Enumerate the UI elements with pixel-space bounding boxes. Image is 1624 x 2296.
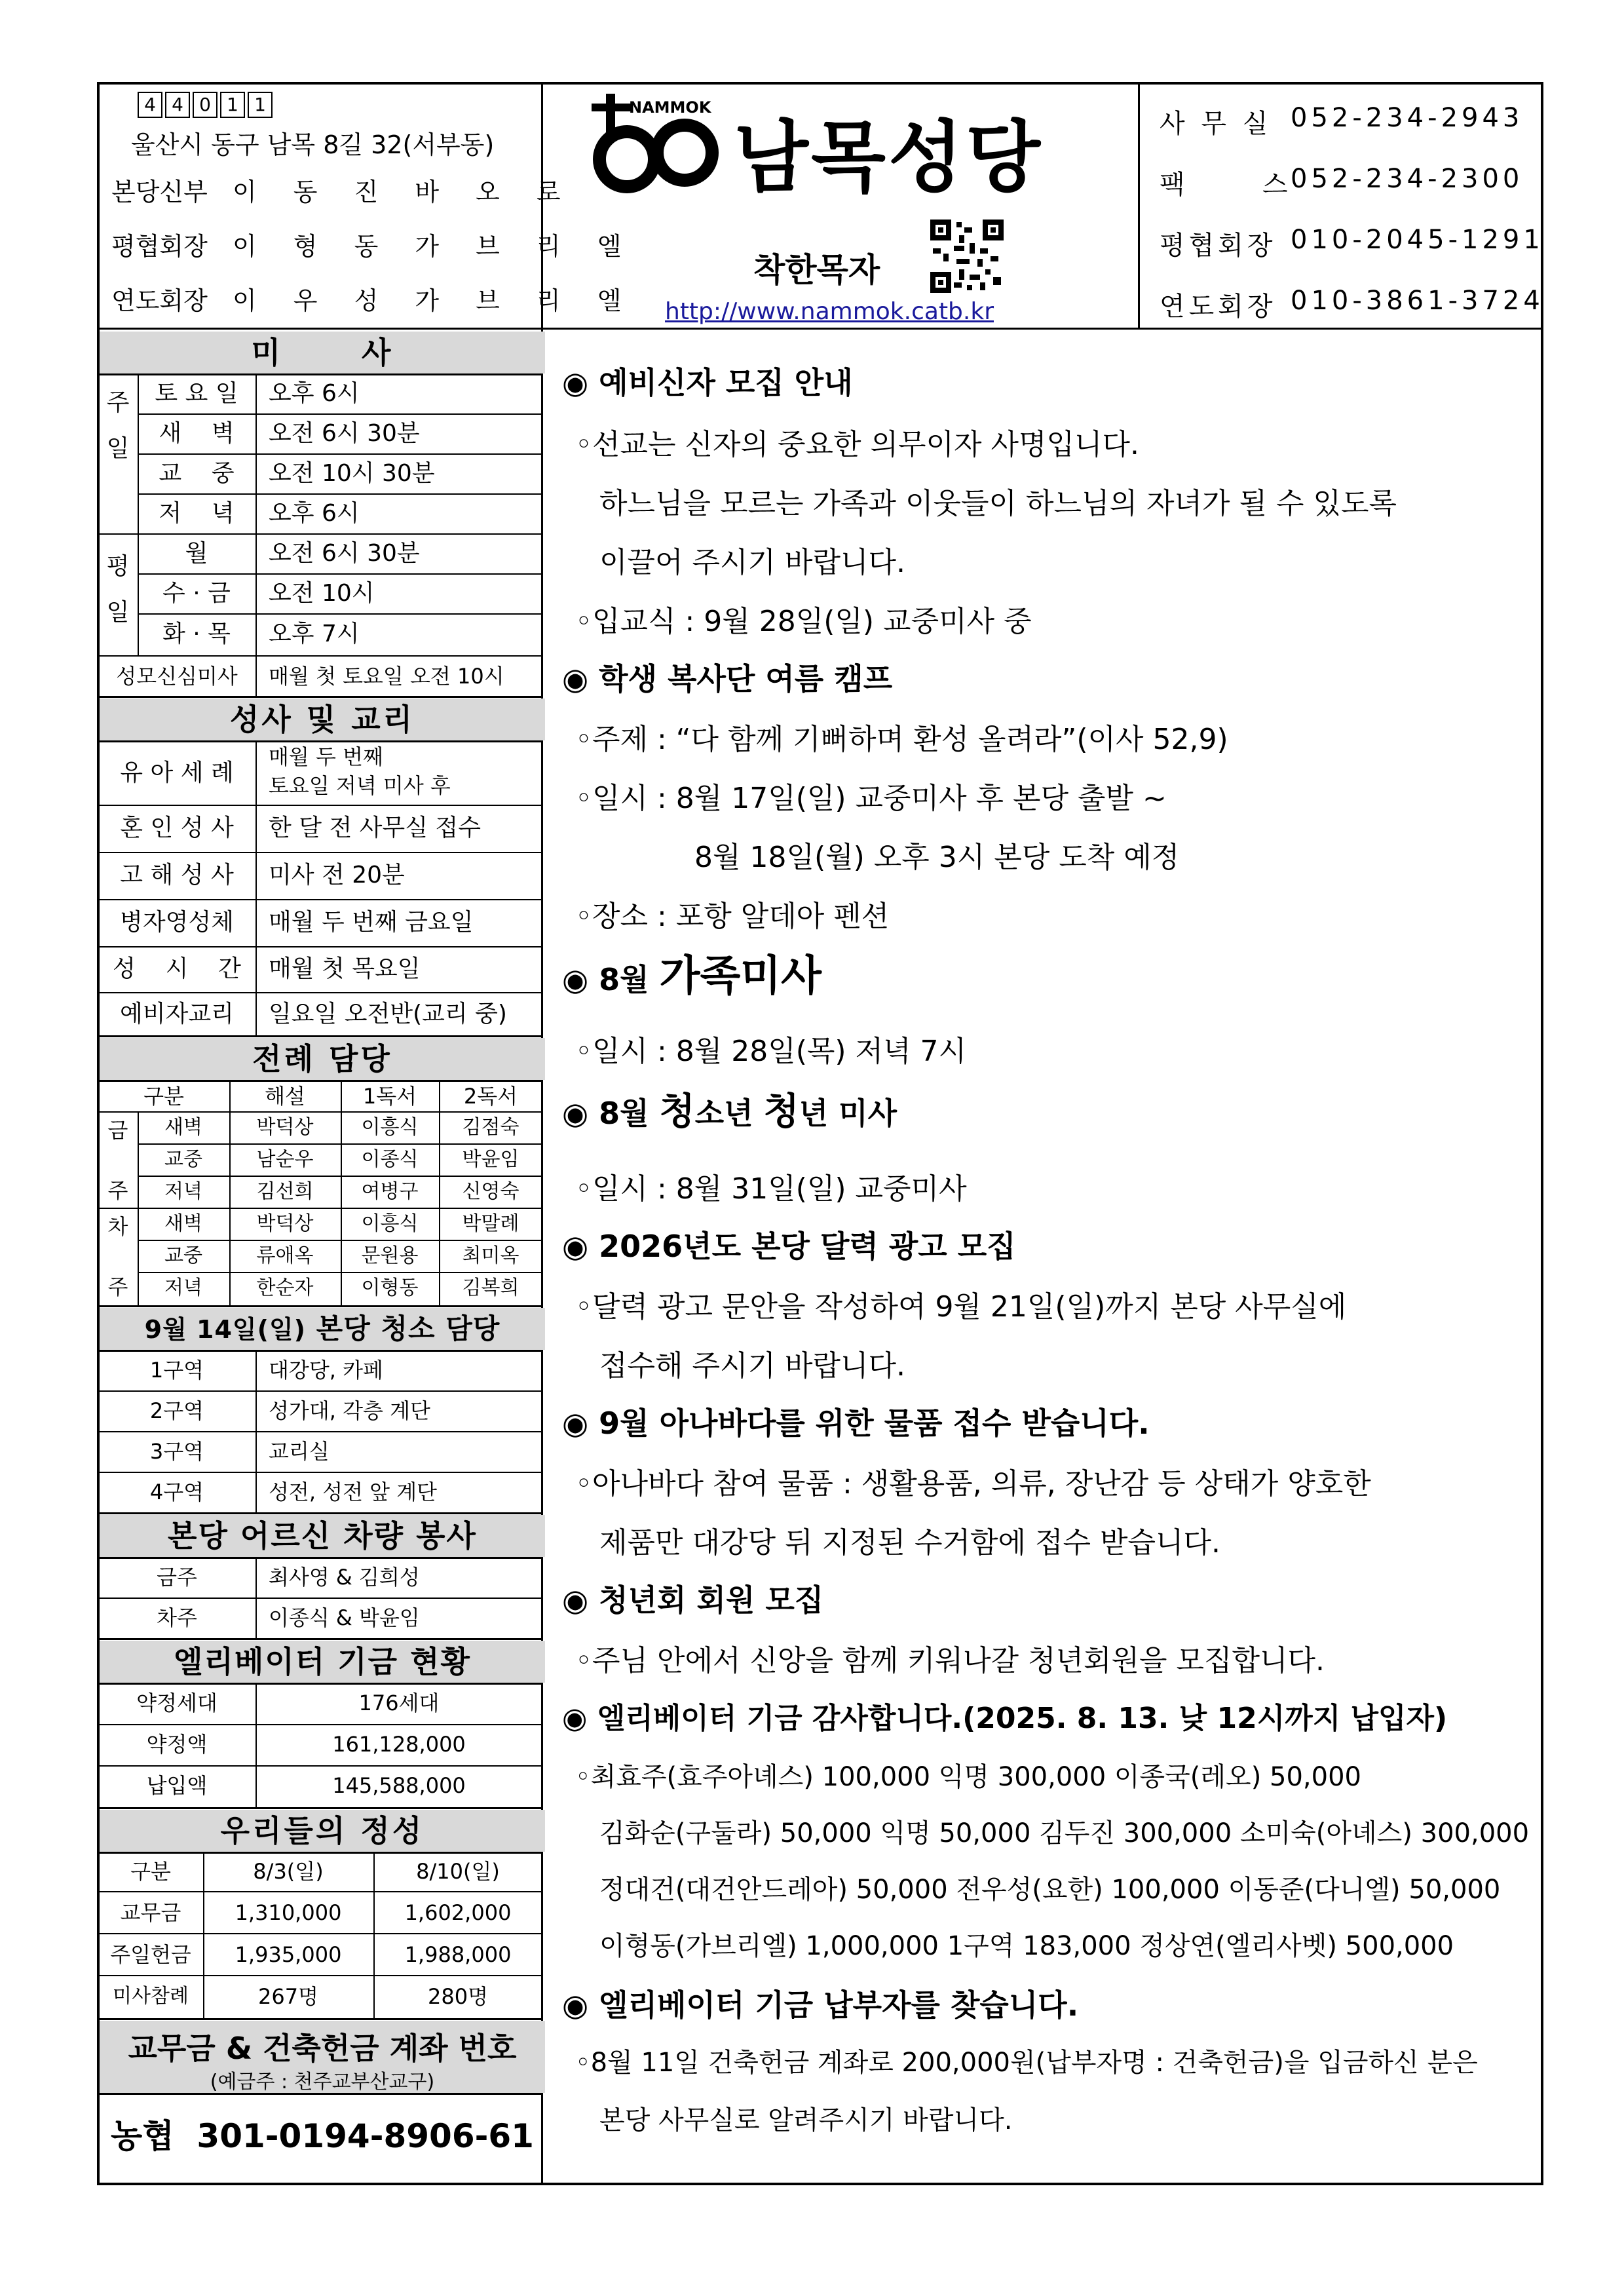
notice-line: ◦일시 : 8월 31일(일) 교중미사 [575, 1172, 967, 1206]
header-divider [97, 328, 1543, 330]
elder-week: 금주 [157, 1565, 197, 1590]
liturgy-cell: 박말례 [462, 1212, 519, 1235]
offering-label: 교무금 [120, 1900, 181, 1925]
liturgy-title: 전례 담당 [100, 1038, 545, 1080]
contact-divider [1138, 82, 1140, 328]
parish-name: 남목성당 [734, 112, 1043, 202]
notice-line: 본당 사무실로 알려주시기 바랍니다. [599, 2105, 1013, 2135]
pastor-name: 이 동 진 바 오 로 [233, 178, 575, 206]
slogan: 착한목자 [753, 251, 880, 289]
liturgy-cell: 한순자 [256, 1276, 314, 1299]
sacrament-name: 유 아 세 례 [120, 759, 234, 786]
sacrament-detail: 일요일 오전반(교리 중) [269, 1001, 507, 1027]
notice-line: ◦일시 : 8월 17일(일) 교중미사 후 본당 출발 ~ [575, 782, 1167, 815]
offering-value: 1,310,000 [235, 1900, 342, 1925]
special-mass-time: 매월 첫 토요일 오전 10시 [269, 664, 504, 689]
liturgy-header: 해설 [265, 1084, 305, 1109]
liturgy-cell: 이흥식 [361, 1212, 419, 1235]
elder-names: 최사영 & 김희성 [269, 1565, 420, 1590]
prayer-name: 이 우 성 가 브 리 엘 [233, 286, 636, 315]
fax-label: 팩 스 [1160, 170, 1292, 200]
council-phone: 010-2045-1291 [1291, 225, 1544, 255]
liturgy-cell: 교중 [164, 1148, 202, 1171]
next-week-label: 차 주 [107, 1214, 128, 1299]
notice-line: ◦아나바다 참여 물품 : 생활용품, 의류, 장난감 등 상태가 양호한 [575, 1467, 1371, 1501]
bullet-icon: ◉ [562, 962, 589, 997]
liturgy-cell: 남순우 [256, 1148, 314, 1171]
mass-time: 오전 10시 [269, 580, 375, 607]
liturgy-cell: 새벽 [164, 1116, 202, 1139]
liturgy-cell: 김복희 [462, 1276, 519, 1299]
notice-line: ◦8월 11일 건축헌금 계좌로 200,000원(납부자명 : 건축헌금)을 입금하신 분은 [575, 2048, 1478, 2078]
sacrament-detail: 매월 두 번째 금요일 [269, 909, 474, 936]
liturgy-header: 2독서 [463, 1084, 518, 1109]
council-name: 이 형 동 가 브 리 엘 [233, 232, 636, 261]
offering-value: 280명 [428, 1984, 488, 2009]
fund-label: 약정세대 [136, 1691, 217, 1715]
notice-line: 김화순(구둘라) 50,000 익명 50,000 김두진 300,000 소미숙(아녜스) 300,000 [599, 1818, 1530, 1848]
prayer-role: 연도회장 [111, 286, 208, 315]
notice-title: ◉ 8월 청소년 청년 미사 [562, 1090, 897, 1133]
office-label: 사 무 실 [1160, 109, 1272, 139]
liturgy-cell: 이흥식 [361, 1116, 419, 1139]
special-mass-label: 성모신심미사 [116, 664, 238, 689]
mass-day: 저 녁 [159, 500, 235, 527]
notice-title: ◉ 예비신자 모집 안내 [562, 365, 853, 400]
liturgy-header: 1독서 [362, 1084, 417, 1109]
weekday-label: 평 일 [106, 553, 130, 626]
liturgy-cell: 김선희 [256, 1180, 314, 1203]
liturgy-cell: 최미옥 [462, 1244, 519, 1267]
fax-number: 052-234-2300 [1291, 164, 1524, 194]
liturgy-cell: 저녁 [164, 1276, 202, 1299]
fund-value: 176세대 [358, 1691, 440, 1715]
notice-line: 접수해 주시기 바랍니다. [599, 1349, 905, 1383]
mass-day: 수 · 금 [162, 580, 231, 607]
offering-value: 1,935,000 [235, 1942, 342, 1967]
offering-value: 267명 [258, 1984, 318, 2009]
notice-line: 이형동(가브리엘) 1,000,000 1구역 183,000 정상연(엘리사벳) 500,000 [599, 1931, 1454, 1961]
notice-line: 8월 18일(월) 오후 3시 본당 도착 예정 [694, 841, 1180, 874]
website-link[interactable]: http://www.nammok.catb.kr [665, 298, 994, 325]
mass-day: 화 · 목 [162, 621, 231, 647]
mass-time: 오후 6시 [269, 500, 360, 527]
bullet-icon: ◉ [562, 365, 589, 400]
offerings-title: 우리들의 정성 [100, 1810, 545, 1852]
notice-line: ◦일시 : 8월 28일(목) 저녁 7시 [575, 1035, 967, 1068]
sacrament-detail: 매월 첫 목요일 [269, 955, 421, 982]
sacrament-detail: 매월 두 번째 [269, 744, 383, 769]
notice-line: ◦달력 광고 문안을 작성하여 9월 21일(일)까지 본당 사무실에 [575, 1290, 1347, 1324]
notice-line: 하느님을 모르는 가족과 이웃들이 하느님의 자녀가 될 수 있도록 [599, 487, 1397, 520]
sacrament-detail: 토요일 저녁 미사 후 [269, 773, 451, 798]
zip-code: 4 4 0 1 1 [138, 92, 275, 118]
offering-header: 8/3(일) [253, 1859, 324, 1884]
address: 울산시 동구 남목 8길 32(서부동) [131, 130, 495, 159]
offering-label: 주일헌금 [110, 1942, 191, 1967]
elevator-fund-title: 엘리베이터 기금 현황 [100, 1641, 545, 1683]
notice-line: ◦주제 : “다 함께 기뻐하며 환성 올려라”(이사 52,9) [575, 723, 1228, 756]
bullet-icon: ◉ [562, 661, 589, 697]
mass-day: 토 요 일 [155, 380, 238, 407]
liturgy-cell: 김점숙 [462, 1116, 519, 1139]
sacraments-title: 성사 및 교리 [100, 698, 545, 740]
cleaning-place: 교리실 [269, 1439, 330, 1464]
cleaning-area: 3구역 [149, 1439, 204, 1464]
notice-title: ◉ 청년회 회원 모집 [562, 1582, 824, 1618]
liturgy-cell: 새벽 [164, 1212, 202, 1235]
bullet-icon: ◉ [562, 1702, 588, 1735]
notice-line: 이끌어 주시기 바랍니다. [599, 546, 905, 579]
cleaning-area: 1구역 [149, 1358, 204, 1383]
notice-title: ◉ 2026년도 본당 달력 광고 모집 [562, 1229, 1016, 1264]
mass-time: 오전 6시 30분 [269, 420, 420, 447]
mass-day: 새 벽 [159, 420, 235, 447]
sacrament-name: 병자영성체 [120, 909, 234, 936]
bullet-icon: ◉ [562, 1987, 589, 2023]
mass-day: 월 [185, 540, 208, 567]
cleaning-area: 2구역 [149, 1398, 204, 1423]
liturgy-cell: 교중 [164, 1244, 202, 1267]
account-holder: (예금주 : 천주교부산교구) [210, 2071, 435, 2094]
fund-value: 145,588,000 [332, 1773, 466, 1798]
notice-line: ◦선교는 신자의 중요한 의무이자 사명입니다. [575, 428, 1139, 461]
notice-line: 정대건(대건안드레아) 50,000 전우성(요한) 100,000 이동준(다니엘) 50,000 [599, 1875, 1501, 1905]
liturgy-cell: 박덕상 [256, 1212, 314, 1235]
pastor-role: 본당신부 [111, 178, 208, 206]
cleaning-place: 성전, 성전 앞 계단 [269, 1480, 438, 1504]
sacrament-name: 혼 인 성 사 [120, 814, 234, 841]
office-phone: 052-234-2943 [1291, 103, 1524, 133]
cleaning-title: 9월 14일(일) 본당 청소 담당 [100, 1308, 545, 1350]
liturgy-cell: 문원용 [361, 1244, 419, 1267]
cleaning-place: 성가대, 각층 계단 [269, 1398, 430, 1423]
liturgy-cell: 류애옥 [256, 1244, 314, 1267]
liturgy-header: 구분 [143, 1084, 184, 1109]
mass-time: 오전 10시 30분 [269, 460, 435, 487]
prayer-phone: 010-3861-3724 [1291, 286, 1544, 316]
sacrament-name: 고 해 성 사 [120, 862, 234, 889]
notice-title: ◉ 8월 가족미사 [562, 952, 821, 1001]
offering-header: 8/10(일) [416, 1859, 500, 1884]
notice-line: ◦주님 안에서 신앙을 함께 키워나갈 청년회원을 모집합니다. [575, 1644, 1325, 1677]
account-number: 농협 301-0194-8906-61 [111, 2117, 534, 2155]
mass-day: 교 중 [159, 460, 235, 487]
sacrament-name: 성 시 간 [113, 955, 241, 982]
liturgy-cell: 박덕상 [256, 1116, 314, 1139]
fund-label: 납입액 [146, 1773, 208, 1798]
this-week-label: 금 주 [107, 1118, 128, 1203]
sacrament-detail: 미사 전 20분 [269, 862, 405, 889]
liturgy-cell: 이종식 [361, 1148, 419, 1171]
notice-title: ◉ 엘리베이터 기금 납부자를 찾습니다. [562, 1987, 1079, 2023]
bullet-icon: ◉ [562, 1406, 589, 1441]
offering-header: 구분 [130, 1859, 171, 1884]
elder-service-title: 본당 어르신 차량 봉사 [100, 1515, 545, 1557]
council-role: 평협회장 [111, 232, 208, 261]
fund-value: 161,128,000 [332, 1732, 466, 1757]
notice-title: ◉ 엘리베이터 기금 감사합니다.(2025. 8. 13. 낮 12시까지 납입자) [562, 1702, 1448, 1735]
mass-time: 오후 7시 [269, 621, 360, 647]
offering-value: 1,602,000 [404, 1900, 512, 1925]
council-phone-label: 평협회장 [1160, 231, 1277, 261]
liturgy-cell: 신영숙 [462, 1180, 519, 1203]
cleaning-area: 4구역 [149, 1480, 204, 1504]
sacrament-detail: 한 달 전 사무실 접수 [269, 814, 481, 841]
elder-names: 이종식 & 박윤임 [269, 1605, 420, 1630]
liturgy-cell: 여병구 [361, 1180, 419, 1203]
mass-time: 오전 6시 30분 [269, 540, 420, 567]
prayer-phone-label: 연도회장 [1160, 292, 1277, 322]
cleaning-place: 대강당, 카페 [269, 1358, 383, 1383]
mass-time: 오후 6시 [269, 380, 360, 407]
notice-line: ◦장소 : 포항 알데아 펜션 [575, 900, 890, 933]
account-title: 교무금 & 건축헌금 계좌 번호 [128, 2031, 517, 2066]
fund-label: 약정액 [146, 1732, 208, 1757]
mass-title: 미 사 [100, 332, 545, 373]
notice-line: 제품만 대강당 뒤 지정된 수거함에 접수 받습니다. [599, 1526, 1220, 1559]
liturgy-cell: 이형동 [361, 1276, 419, 1299]
logo-small-text: NAMMOK [629, 98, 711, 117]
notice-title: ◉ 9월 아나바다를 위한 물품 접수 받습니다. [562, 1406, 1150, 1441]
sacrament-name: 예비자교리 [120, 1001, 234, 1027]
bullet-icon: ◉ [562, 1582, 589, 1618]
offering-value: 1,988,000 [404, 1942, 512, 1967]
elder-week: 차주 [157, 1605, 197, 1630]
sunday-label: 주 일 [106, 389, 130, 462]
qr-code-icon [930, 220, 1004, 296]
notice-title: ◉ 학생 복사단 여름 캠프 [562, 661, 893, 697]
liturgy-cell: 박윤임 [462, 1148, 519, 1171]
notice-line: ◦최효주(효주아녜스) 100,000 익명 300,000 이종국(레오) 50,000 [575, 1762, 1361, 1792]
liturgy-cell: 저녁 [164, 1180, 202, 1203]
notice-line: ◦입교식 : 9월 28일(일) 교중미사 중 [575, 605, 1032, 638]
offering-label: 미사참례 [113, 1985, 189, 2008]
bullet-icon: ◉ [562, 1096, 589, 1131]
bullet-icon: ◉ [562, 1229, 589, 1264]
